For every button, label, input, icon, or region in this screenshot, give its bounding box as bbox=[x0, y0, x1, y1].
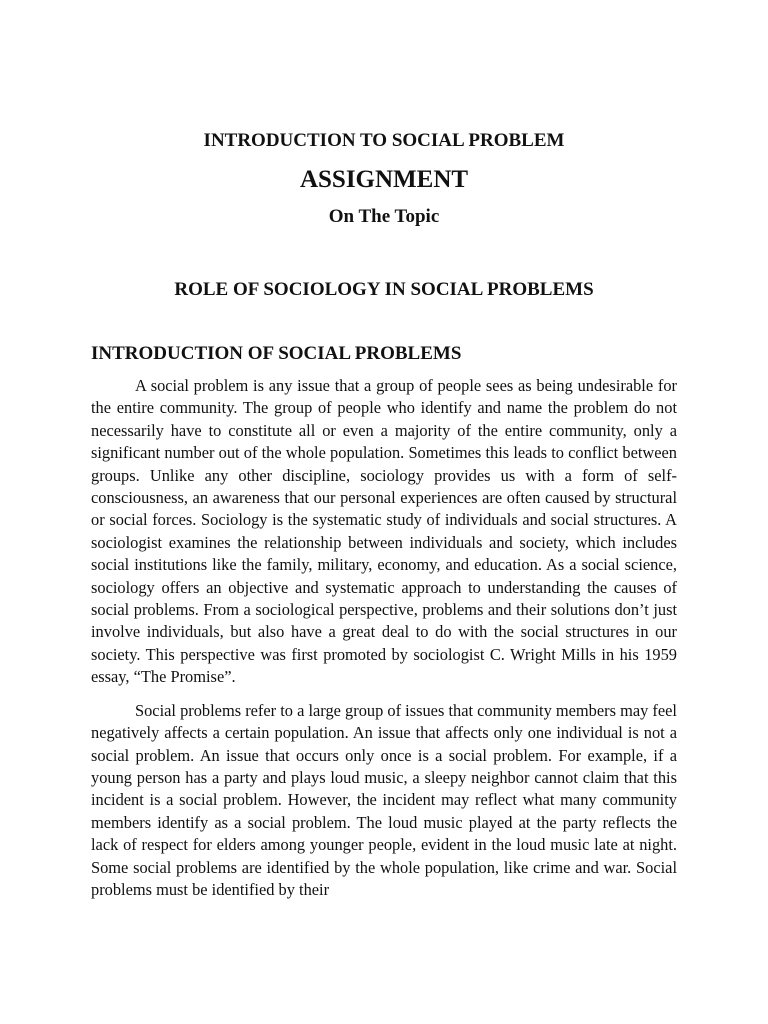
body-paragraph-1: A social problem is any issue that a group of people sees as being undesirable for the entire community. The group of people who identify and name the problem do not necessarily have to constitute all or even a majority of the entire community, only a significant number out of the whole population. Sometimes this leads to conflict between groups. Unlike any other discipline, sociology provides us with a form of self-consciousness, an awareness that our personal experiences are often caused by structural or social forces. Sociology is the systematic study of individuals and social structures. A sociologist examines the relationship between individuals and society, which includes social institutions like the family, military, economy, and education. As a social science, sociology offers an objective and systematic approach to understanding the causes of social problems. From a sociological perspective, problems and their solutions don’t just involve individuals, but also have a great deal to do with the social structures in our society. This perspective was first promoted by sociologist C. Wright Mills in his 1959 essay, “The Promise”. bbox=[91, 376, 677, 687]
topic-title: ROLE OF SOCIOLOGY IN SOCIAL PROBLEMS bbox=[174, 279, 594, 300]
section-heading: INTRODUCTION OF SOCIAL PROBLEMS bbox=[91, 343, 462, 364]
document-type-heading: ASSIGNMENT bbox=[299, 166, 469, 193]
body-paragraph-2: Social problems refer to a large group of issues that community members may feel negatively affects a certain population. An issue that affects only one individual is not a social problem. An issue that occurs only once is a social problem. For example, if a young person has a party and plays loud music, a sleepy neighbor cannot claim that this incident is a social problem. However, the incident may reflect what many community members identify as a social problem. The loud music played at the party reflects the lack of respect for elders among younger people, evident in the loud music late at night. Some social problems are identified by the whole population, like crime and war. Social problems must be identified by their bbox=[91, 700, 677, 899]
course-title: INTRODUCTION TO SOCIAL PROBLEM bbox=[203, 130, 565, 151]
topic-label: On The Topic bbox=[328, 206, 440, 227]
